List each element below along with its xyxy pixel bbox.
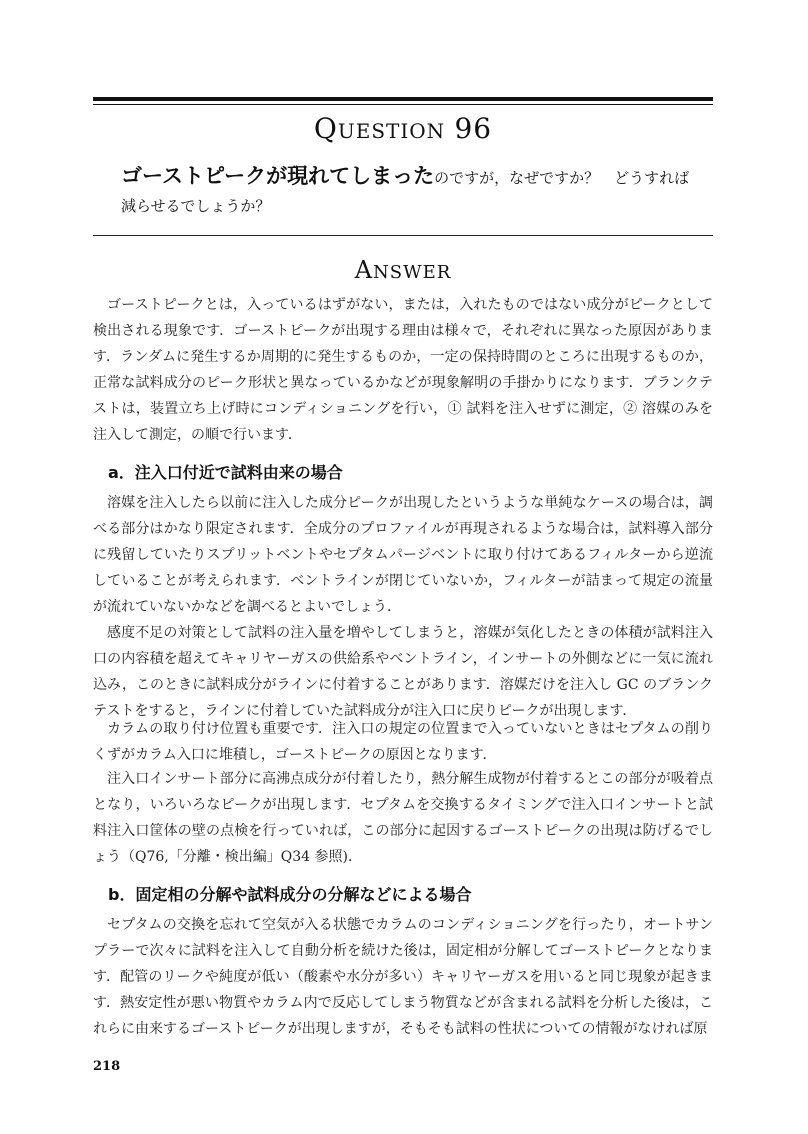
question-text-bold: ゴーストピークが現れてしまった <box>121 164 435 188</box>
header-rule-thin <box>93 104 713 105</box>
answer-title-rest: NSWER <box>373 262 452 283</box>
question-number: 96 <box>454 112 493 145</box>
question-title <box>93 112 713 145</box>
page-number: 218 <box>93 1059 121 1074</box>
question-text-rest: のですが，なぜですか？ どうすれば <box>434 169 690 187</box>
question-text <box>121 162 701 220</box>
section-b-paragraph-1: セプタムの交換を忘れて空気が入る状態でカラムのコンディショニングを行ったり，オートサンプラーで次々に試料を注入して自動分析を続けた後は，固定相が分解してゴーストピークとなります．配管のリークや純度が低い（酸素や水分が多い）キャリヤーガスを用いると同じ現象が起きます．熱安定性が悪い物質やカラム内で反応してしまう物質などが含まれる試料を分析した後は，これらに由来するゴーストピークが出現しますが，そもそも試料の性状についての情報がなければ原 <box>93 917 713 1037</box>
header-rule-thick <box>93 97 713 101</box>
question-text-line2: 減らせるでしょうか？ <box>121 197 271 215</box>
section-a-heading: a．注入口付近で試料由来の場合 <box>108 463 343 482</box>
section-a-paragraph-3: カラムの取り付け位置も重要です．注入口の規定の位置まで入っていないときはセプタムの削りくずがカラム入口に堆積し，ゴーストピークの原因となります． <box>93 721 713 763</box>
section-a-paragraph-1: 溶媒を注入したら以前に注入した成分ピークが出現したというような単純なケースの場合は，調べる部分はかなり限定されます．全成分のプロファイルが再現されるような場合は，試料導入部分に残留していたりスプリットベントやセプタムパージベントに取り付けてあるフィルターから逆流していることが考えられます．ベントラインが閉じていないか，フィルターが詰まって規定の流量が流れていないかなどを調べるとよいでしょう． <box>93 495 713 615</box>
answer-intro: ゴーストピークとは，入っているはずがない，または，入れたものではない成分がピークとして検出される現象です．ゴーストピークが出現する理由は様々で，それぞれに異なった原因があります．ランダムに発生するか周期的に発生するものか，一定の保持時間のところに出現するものか，正常な試料成分のピーク形状と異なっているかなどが現象解明の手掛かりになります．ブランクテストは，装置立ち上げ時にコンディショニングを行い，① 試料を注入せずに測定，② 溶媒のみを注入して測定，の順で行います． <box>93 297 713 443</box>
divider-rule <box>93 235 713 236</box>
question-title-rest: UESTION <box>337 119 446 143</box>
section-a-paragraph-4: 注入口インサート部分に高沸点成分が付着したり，熱分解生成物が付着するとこの部分が吸着点となり，いろいろなピークが出現します．セプタムを交換するタイミングで注入口インサートと試料注入口筐体の壁の点検を行っていれば，この部分に起因するゴーストピークの出現は防げるでしょう（Q76,「分離・検出編」Q34 参照)． <box>93 771 713 865</box>
answer-title-initial: A <box>354 256 374 284</box>
section-a-paragraph-2: 感度不足の対策として試料の注入量を増やしてしまうと，溶媒が気化したときの体積が試料注入口の内容積を超えてキャリヤーガスの供給系やベントライン，インサートの外側などに一気に流れ込み，このときに試料成分がラインに付着することがあります．溶媒だけを注入し GC のブランクテストをすると，ラインに付着していた試料成分が注入口に戻りピークが出現します． <box>93 625 713 719</box>
question-title-initial: Q <box>313 112 338 145</box>
section-b-heading: b．固定相の分解や試料成分の分解などによる場合 <box>108 885 472 904</box>
answer-title <box>93 256 713 284</box>
